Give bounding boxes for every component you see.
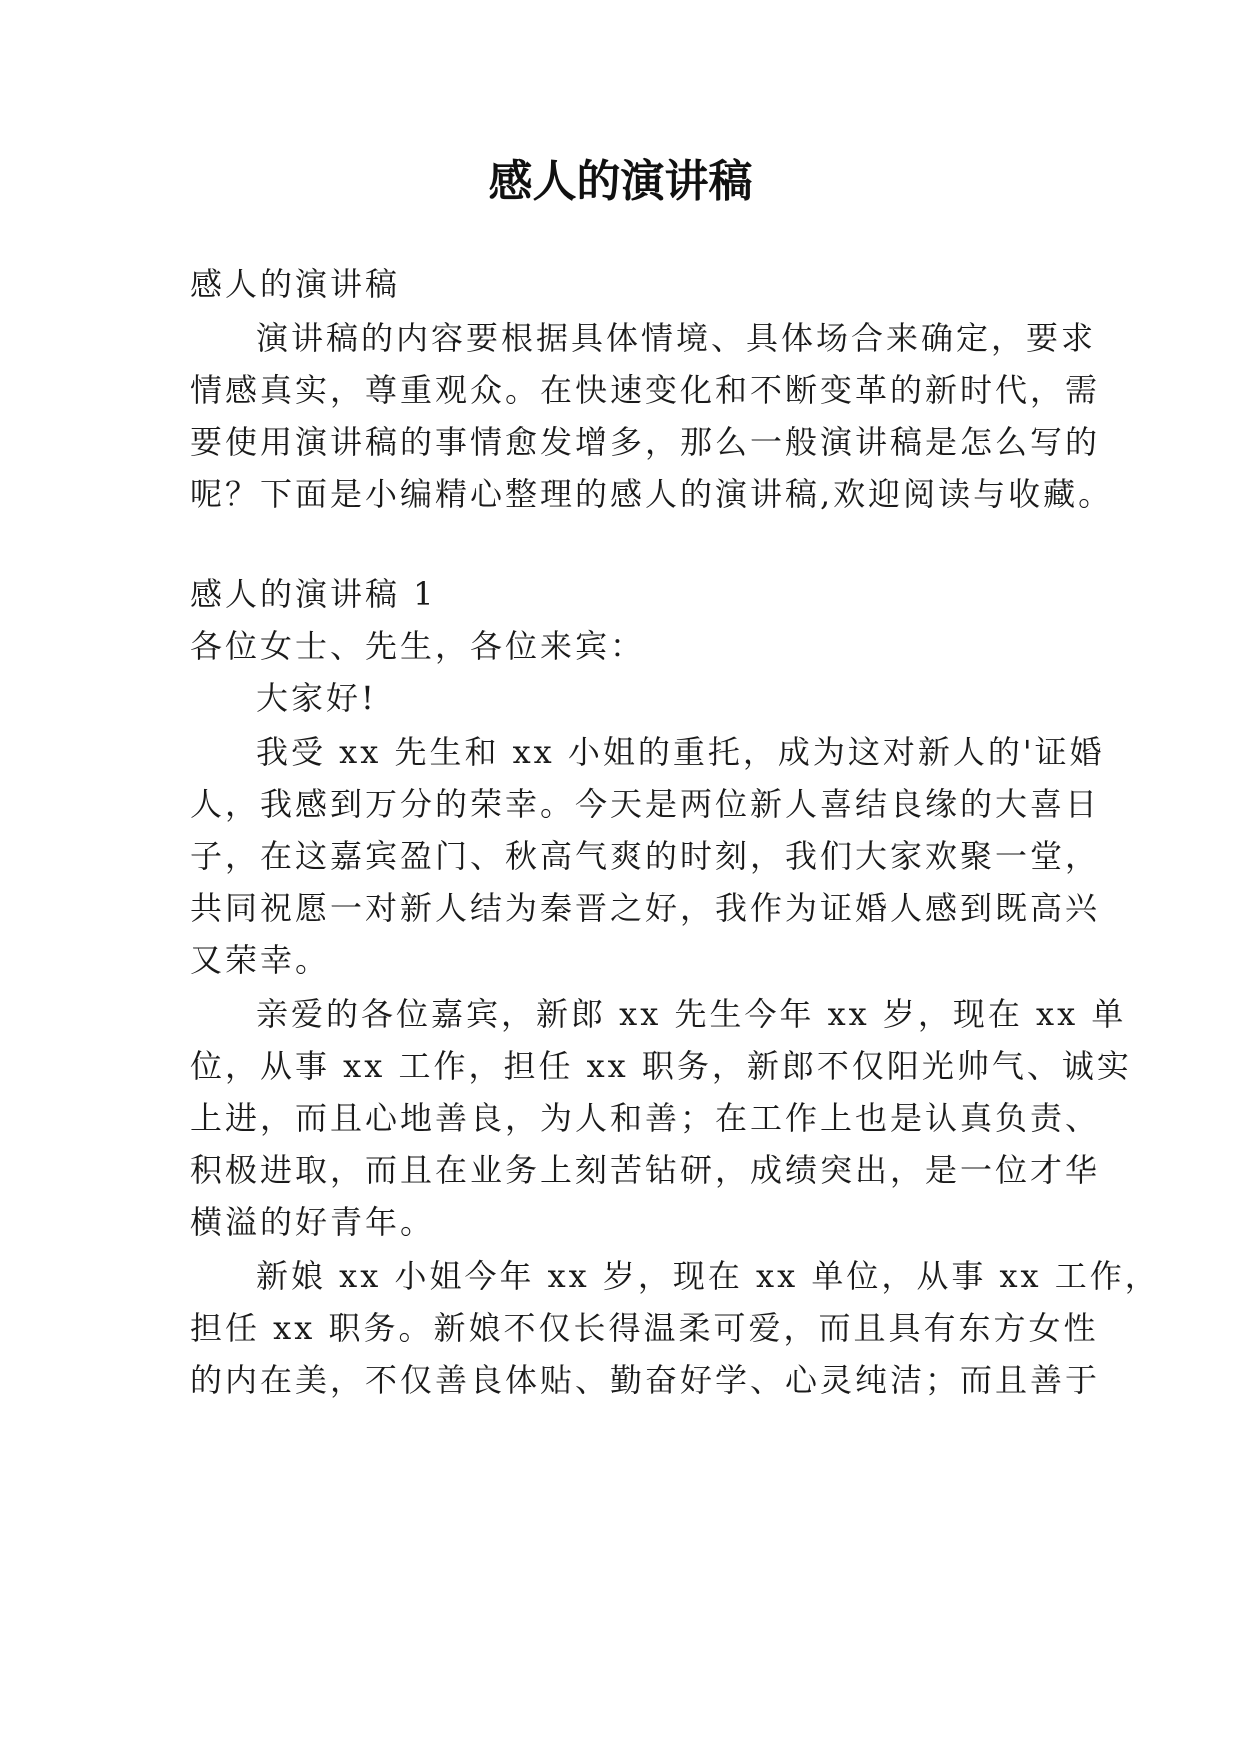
paragraph-2-line-5: 横溢的好青年。 <box>190 1203 436 1241</box>
paragraph-2-line-3: 上进，而且心地善良，为人和善；在工作上也是认真负责、 <box>190 1099 1101 1137</box>
paragraph-3-line-3: 的内在美，不仅善良体贴、勤奋好学、心灵纯洁；而且善于 <box>190 1361 1101 1399</box>
paragraph-1-line-3: 子，在这嘉宾盈门、秋高气爽的时刻，我们大家欢聚一堂， <box>190 837 1101 875</box>
paragraph-1-line-1: 我受 xx 先生和 xx 小姐的重托，成为这对新人的'证婚 <box>256 733 1105 771</box>
paragraph-3-line-2: 担任 xx 职务。新娘不仅长得温柔可爱，而且具有东方女性 <box>190 1309 1099 1347</box>
paragraph-1-line-2: 人，我感到万分的荣幸。今天是两位新人喜结良缘的大喜日 <box>190 785 1101 823</box>
paragraph-2-line-4: 积极进取，而且在业务上刻苦钻研，成绩突出，是一位才华 <box>190 1151 1101 1189</box>
greeting: 大家好! <box>256 679 377 717</box>
intro-line-2: 情感真实，尊重观众。在快速变化和不断变革的新时代，需 <box>190 371 1101 409</box>
paragraph-1-line-4: 共同祝愿一对新人结为秦晋之好，我作为证婚人感到既高兴 <box>190 889 1101 927</box>
section-heading: 感人的演讲稿 <box>190 265 401 303</box>
intro-line-4: 呢？下面是小编精心整理的感人的演讲稿,欢迎阅读与收藏。 <box>190 475 1114 513</box>
speech-heading: 感人的演讲稿 1 <box>190 575 437 613</box>
document-title: 感人的演讲稿 <box>488 156 753 207</box>
paragraph-2-line-2: 位，从事 xx 工作，担任 xx 职务，新郎不仅阳光帅气、诚实 <box>190 1047 1132 1085</box>
paragraph-2-line-1: 亲爱的各位嘉宾，新郎 xx 先生今年 xx 岁，现在 xx 单 <box>256 995 1127 1033</box>
salutation: 各位女士、先生，各位来宾： <box>190 627 646 665</box>
paragraph-3-line-1: 新娘 xx 小姐今年 xx 岁，现在 xx 单位，从事 xx 工作， <box>256 1257 1160 1295</box>
intro-line-3: 要使用演讲稿的事情愈发增多，那么一般演讲稿是怎么写的 <box>190 423 1101 461</box>
paragraph-1-line-5: 又荣幸。 <box>190 941 331 979</box>
intro-line-1: 演讲稿的内容要根据具体情境、具体场合来确定，要求 <box>256 319 1097 357</box>
